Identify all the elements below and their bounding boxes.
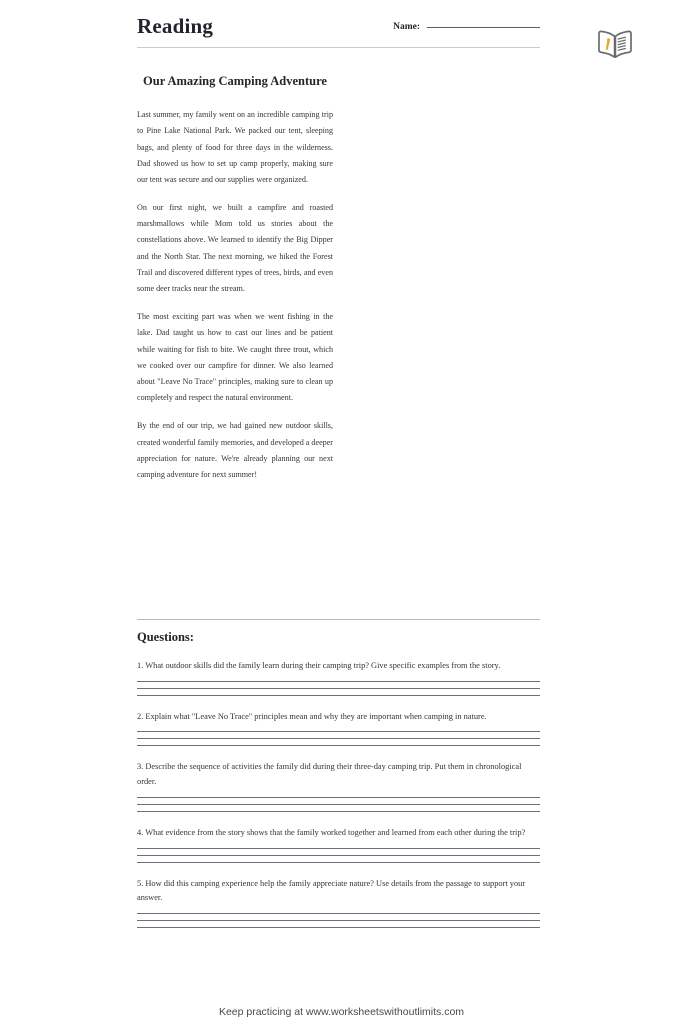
name-field-label: Name: [393,22,420,32]
footer-text: Keep practicing at www.worksheetswithoutlimits.com [218,1006,465,1018]
question-block [137,710,540,747]
open-book-with-pencil-icon [595,24,635,64]
question-block [137,760,540,811]
answer-line[interactable] [137,913,540,914]
answer-line[interactable] [137,797,540,798]
answer-line[interactable] [137,804,540,805]
answer-line[interactable] [137,695,540,696]
answer-line[interactable] [137,848,540,849]
question-text: 5. How did this camping experience help the family appreciate nature? Use details from the passage to support your answer. [137,878,526,903]
answer-line[interactable] [137,862,540,863]
answer-line[interactable] [137,920,540,921]
questions-section [137,630,540,942]
question-text: 2. Explain what "Leave No Trace" principles mean and why they are important when camping in nature. [137,711,487,721]
question-block [137,877,540,928]
answer-lines [137,681,540,696]
question-text: 1. What outdoor skills did the family learn during their camping trip? Give specific examples from the story. [137,661,501,670]
passage-paragraph: On our first night, we built a campfire and roasted marshmallows while Mom told us stories about the constellations above. We learned to identify the Big Dipper and the North Star. The next morning, we hiked the Forest Trail and discovered different types of trees, birds, and even some deer tracks near the stream. [137,203,333,293]
reading-passage [137,70,333,483]
answer-lines [137,797,540,812]
answer-line[interactable] [137,731,540,732]
page-title: Reading [137,14,214,38]
question-text: 3. Describe the sequence of activities the family did during their three-day camping trip. Put them in chronological order. [137,762,522,787]
question-block [137,659,540,696]
question-block [137,826,540,863]
answer-line[interactable] [137,745,540,746]
question-text: 4. What evidence from the story shows that the family worked together and learned from each other during the trip? [137,827,526,837]
questions-heading: Questions: [137,630,194,644]
passage-paragraph: The most exciting part was when we went fishing in the lake. Dad taught us how to cast our lines and be patient while waiting for fish to bite. We caught three trout, which we cooked over our campfire for dinner. We also learned about "Leave No Trace" principles, making sure to clean up completely and respect the natural environment. [137,312,333,403]
answer-line[interactable] [137,688,540,689]
passage-paragraph: By the end of our trip, we had gained new outdoor skills, created wonderful family memories, and developed a deeper appreciation for nature. We're already planning our next camping adventure for next summer! [137,421,333,479]
answer-line[interactable] [137,927,540,928]
passage-paragraph: Last summer, my family went on an incredible camping trip to Pine Lake National Park. We packed our tent, sleeping bags, and plenty of food for three days in the wilderness. Dad showed us how to set up camp properly, making sure our tent was secure and our supplies were organized. [137,110,333,184]
answer-line[interactable] [137,811,540,812]
page-header [137,12,540,52]
passage-title: Our Amazing Camping Adventure [143,74,327,88]
header-divider [137,47,540,48]
answer-lines [137,731,540,746]
questions-divider [137,619,540,620]
answer-line[interactable] [137,681,540,682]
name-field-writing-line[interactable] [427,27,540,28]
answer-lines [137,848,540,863]
answer-lines [137,913,540,928]
name-field-group [393,22,540,32]
answer-line[interactable] [137,855,540,856]
answer-line[interactable] [137,738,540,739]
